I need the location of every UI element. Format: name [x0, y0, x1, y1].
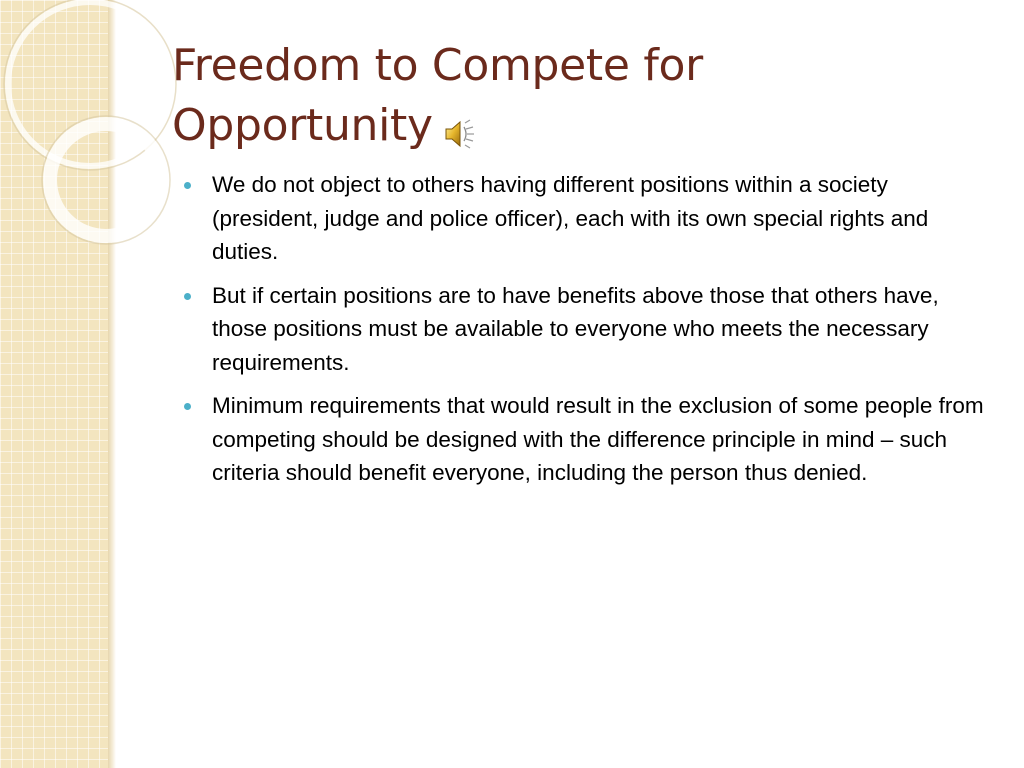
title-line-2: [172, 96, 992, 156]
bullet-marker-icon: [184, 293, 191, 300]
title-line-1: Freedom to Compete for: [172, 40, 703, 91]
bullet-text: But if certain positions are to have benefits above those that others have, those positions must be available to everyone who meets the necessary requirements.: [212, 282, 939, 375]
bullet-list: [182, 168, 997, 500]
bullet-item: [182, 389, 997, 490]
bullet-item: [182, 279, 997, 380]
bullet-marker-icon: [184, 182, 191, 189]
bullet-text: Minimum requirements that would result in the exclusion of some people from competing should be designed with the difference principle in mind – such criteria should benefit everyone, including the person thus denied.: [212, 393, 984, 485]
decorative-rings: [0, 0, 140, 260]
title-line-2-text: Opportunity: [172, 100, 433, 151]
slide-title: [172, 36, 992, 156]
bullet-marker-icon: [184, 403, 191, 410]
bullet-text: We do not object to others having different positions within a society (president, judge and police officer), each with its own special rights and duties.: [212, 172, 929, 264]
speaker-icon[interactable]: [443, 107, 475, 141]
bullet-item: [182, 168, 997, 269]
